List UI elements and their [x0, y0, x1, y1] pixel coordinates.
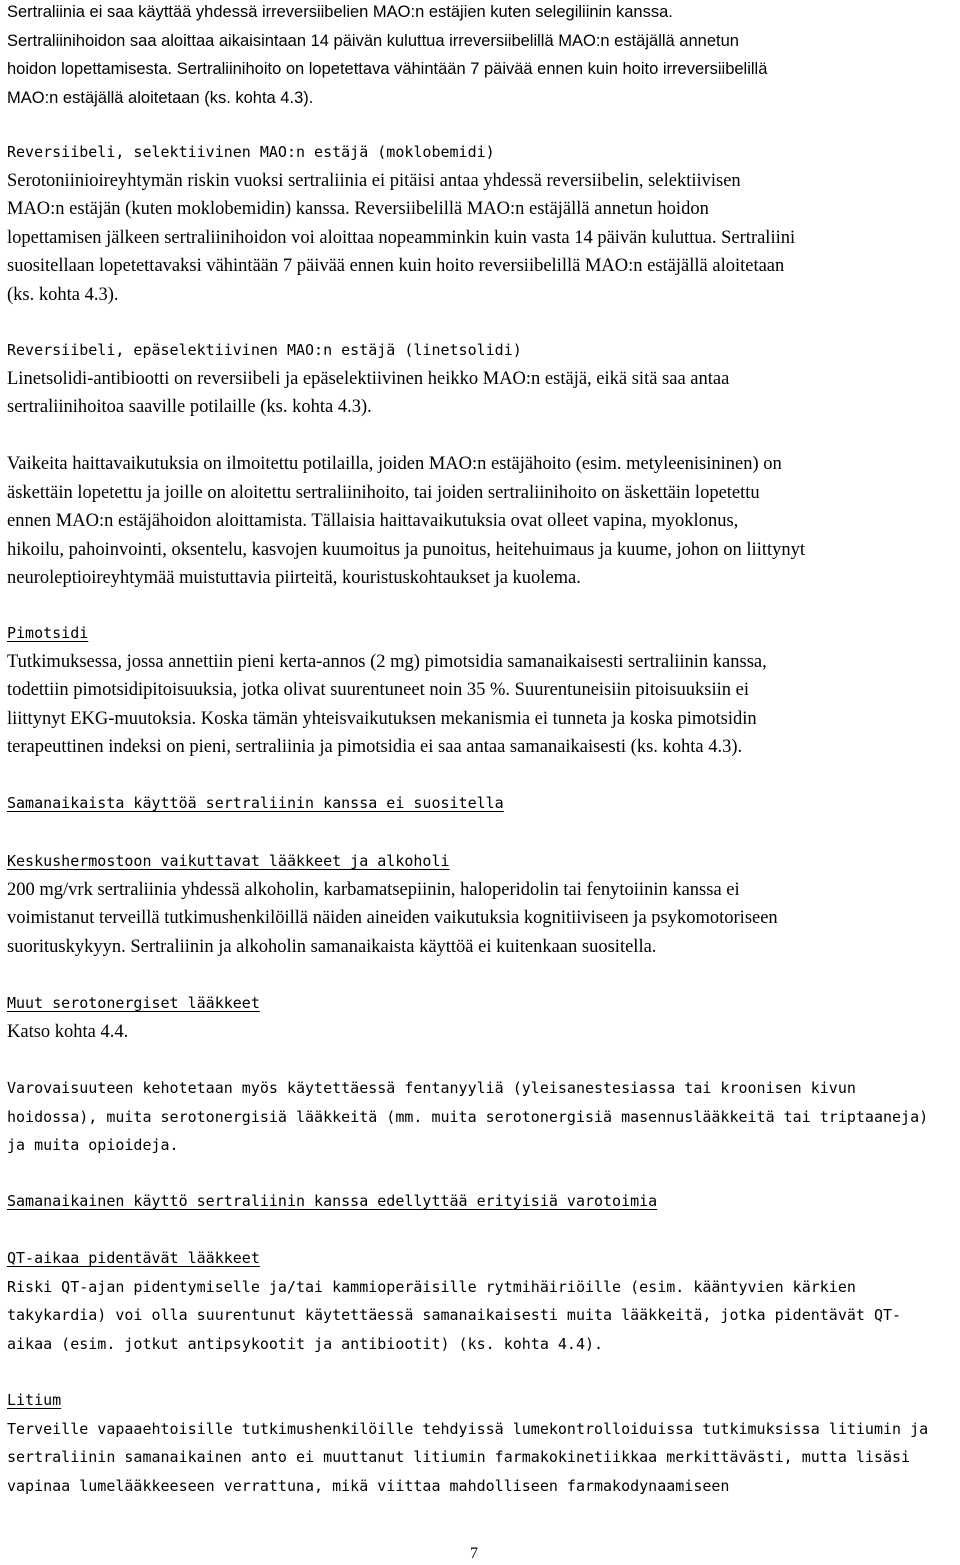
text-line: Varovaisuuteen kehotetaan myös käytettäessä fentanyyliä (yleisanestesiassa tai kroonisen kivun [7, 1079, 856, 1097]
section-heading: Muut serotonergiset lääkkeet [7, 994, 260, 1012]
section-heading: Reversiibeli, epäselektiivinen MAO:n estäjä (linetsolidi) [7, 341, 522, 359]
text-line: Riski QT-ajan pidentymiselle ja/tai kammioperäisille rytmihäiriöille (esim. kääntyvien kärkien [7, 1277, 856, 1296]
section-heading: Keskushermostoon vaikuttavat lääkkeet ja alkoholi [7, 852, 450, 870]
text-line: Tutkimuksessa, jossa annettiin pieni kerta-annos (2 mg) pimotsidia samanaikaisesti sertraliinin kanssa, [7, 651, 767, 672]
page-number: 7 [470, 1545, 478, 1562]
section-heading: QT-aikaa pidentävät lääkkeet [7, 1249, 260, 1267]
text-line: takykardia) voi olla suurentunut käytettäessä samanaikaisesti muita lääkkeitä, jotka pidentävät QT- [7, 1306, 902, 1324]
text-line: neuroleptioireyhtymää muistuttavia piirteitä, kouristuskohtaukset ja kuolema. [7, 568, 581, 588]
text-line: Sertraliinia ei saa käyttää yhdessä irreversiibelien MAO:n estäjien kuten selegiliinin kanssa. [7, 3, 673, 21]
text-line: MAO:n estäjän (kuten moklobemidin) kanssa. Reversiibelillä MAO:n estäjällä annetun hoidon [7, 199, 709, 219]
text-line: äskettäin lopetettu ja joille on aloitettu sertraliinihoito, tai joiden sertraliinihoito on äskettäin lopetettu [7, 482, 760, 503]
section-qt-drugs [7, 1244, 901, 1358]
text-line: lopettamisen jälkeen sertraliinihoidon voi aloittaa nopeamminkin kuin vasta 14 päivän kuluttua. Sertraliini [7, 227, 796, 248]
text-line: suositellaan lopetettavaksi vähintään 7 päivää ennen kuin hoito reversiibelillä MAO:n estäjällä aloitetaan [7, 256, 785, 276]
text-line: Sertraliinihoidon saa aloittaa aikaisintaan 14 päivän kuluttua irreversiibelillä MAO:n estäjällä annetun [7, 31, 739, 50]
text-line: ja muita opioideja. [7, 1136, 179, 1154]
paragraph-adverse-reactions [7, 450, 805, 593]
section-heading: Litium [7, 1391, 62, 1409]
text-line: Katso kohta 4.4. [7, 1021, 129, 1042]
text-line: todettiin pimotsidipitoisuuksia, jotka olivat suurentuneet noin 35 %. Suurentuneisiin pitoisuuksiin ei [7, 680, 750, 700]
section-heading: Pimotsidi [7, 624, 89, 642]
text-line: terapeuttinen indeksi on pieni, sertraliinia ja pimotsidia ei saa antaa samanaikaisesti (ks. kohta 4.3). [7, 737, 743, 757]
text-line: voimistanut terveillä tutkimushenkilöillä näiden aineiden vaikutuksia kognitiiviseen ja psykomotoriseen [7, 908, 778, 928]
section-lithium [7, 1386, 928, 1500]
text-line: 200 mg/vrk sertraliinia yhdessä alkoholin, karbamatsepiinin, haloperidolin tai fenytoiinin kanssa ei [7, 879, 740, 900]
section-special-precautions [7, 1187, 657, 1216]
section-heading: Samanaikainen käyttö sertraliinin kanssa edellyttää erityisiä varotoimia [7, 1192, 658, 1210]
section-pimozide [7, 619, 767, 762]
section-linezolid [7, 336, 729, 422]
text-line: hoidon lopettamisesta. Sertraliinihoito on lopetettava vähintään 7 päivää ennen kuin hoito irreversiibelillä [7, 60, 768, 78]
text-line: vapinaa lumelääkkeeseen verrattuna, mikä viittaa mahdolliseen farmakodynaamiseen [7, 1476, 730, 1495]
paragraph-mao-irreversible [7, 0, 767, 112]
text-line: Serotoniinioireyhtymän riskin vuoksi sertraliinia ei pitäisi antaa yhdessä reversiibelin, selektiivisen [7, 170, 741, 191]
text-line: Terveille vapaaehtoisille tutkimushenkilöille tehdyissä lumekontrolloiduissa tutkimuksissa litiumin ja [7, 1419, 929, 1438]
paragraph-caution [7, 1074, 928, 1160]
text-line: aikaa (esim. jotkut antipsykootit ja antibiootit) (ks. kohta 4.4). [7, 1334, 604, 1353]
text-line: (ks. kohta 4.3). [7, 284, 119, 305]
section-cns-alcohol [7, 847, 778, 961]
text-line: sertraliinin samanaikainen anto ei muuttanut litiumin farmakokinetiikkaa merkittävästi, mutta lisäsi [7, 1448, 911, 1466]
text-line: hoidossa), muita serotonergisiä lääkkeitä (mm. muita serotonergisiä masennuslääkkeitä tai triptaaneja) [7, 1107, 929, 1126]
text-line: Linetsolidi-antibiootti on reversiibeli ja epäselektiivinen heikko MAO:n estäjä, eikä sitä saa antaa [7, 368, 730, 389]
text-line: hikoilu, pahoinvointi, oksentelu, kasvojen kuumoitus ja punoitus, heitehuimaus ja kuume, johon on liittynyt [7, 539, 806, 560]
text-line: ennen MAO:n estäjähoidon aloittamista. Tällaisia haittavaikutuksia ovat olleet vapina, myoklonus, [7, 511, 739, 531]
section-moclobemide [7, 138, 795, 309]
section-serotonergic [7, 989, 260, 1046]
text-line: suorituskykyyn. Sertraliinin ja alkoholin samanaikaista käyttöä ei kuitenkaan suositella. [7, 936, 657, 957]
text-line: liittynyt EKG-muutoksia. Koska tämän yhteisvaikutuksen mekanismia ei tunneta ja koska pimotsidin [7, 708, 757, 729]
text-line: MAO:n estäjällä aloitetaan (ks. kohta 4.3). [7, 88, 314, 107]
text-line: sertraliinihoitoa saaville potilaille (ks. kohta 4.3). [7, 397, 372, 417]
text-line: Vaikeita haittavaikutuksia on ilmoitettu potilailla, joiden MAO:n estäjähoito (esim. metyleenisininen) on [7, 454, 782, 474]
section-heading: Reversiibeli, selektiivinen MAO:n estäjä (moklobemidi) [7, 143, 495, 161]
section-heading: Samanaikaista käyttöä sertraliinin kanssa ei suositella [7, 794, 504, 812]
section-not-recommended [7, 789, 504, 818]
